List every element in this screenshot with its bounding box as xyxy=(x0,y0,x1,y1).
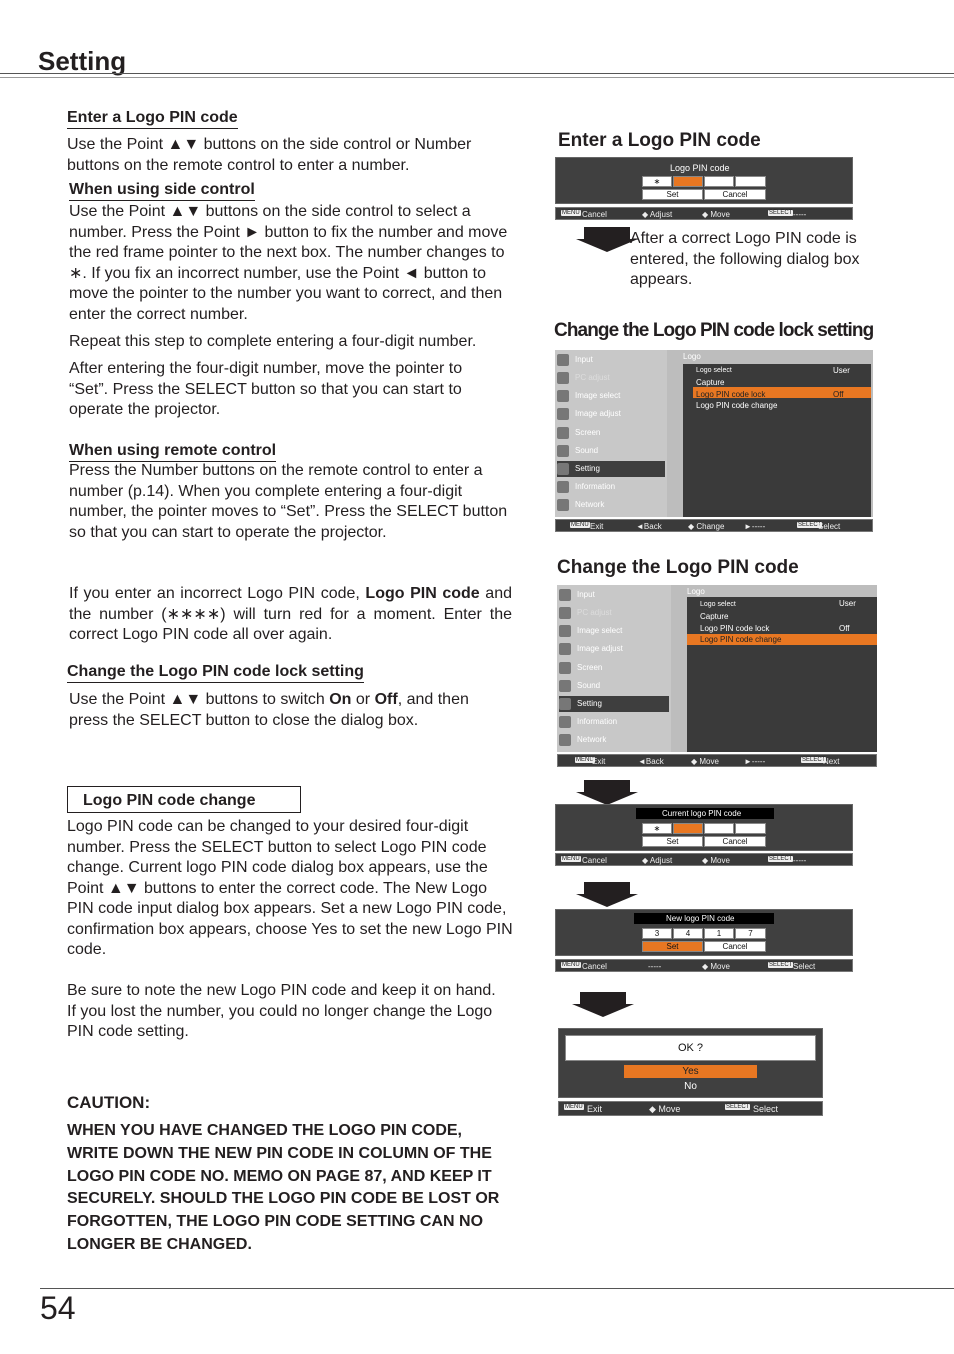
guide-cancel: Cancel xyxy=(582,856,607,865)
guide-bar-menu-1 xyxy=(555,519,873,532)
input-icon xyxy=(559,589,571,601)
guide-next: Next xyxy=(823,757,840,766)
image-select-icon xyxy=(559,625,571,637)
figure-heading-enter-pin: Enter a Logo PIN code xyxy=(558,130,761,151)
guide-dash: ►----- xyxy=(744,522,766,531)
submenu-logo-pin-change[interactable]: Logo PIN code change xyxy=(700,635,782,644)
sound-icon xyxy=(559,680,571,692)
guide-back: ◄Back xyxy=(636,522,662,531)
guide-adjust: ◆ Adjust xyxy=(642,210,673,219)
menu-key-icon: MENU xyxy=(571,522,589,528)
select-key-icon: SELECT xyxy=(798,522,822,528)
side-control-paragraph: Use the Point ▲▼ buttons on the side control to select a number. Press the Point ► button to fix the number and move the red frame pointer to the next box. The number changes to ∗. If you fix an incorrect number, use the Point ◄ button to move the pointer to the number you want to correct, and then enter the correct number. xyxy=(69,203,508,323)
guide-bar-2 xyxy=(555,853,853,866)
figure-heading-change-pin: Change the Logo PIN code xyxy=(557,557,799,578)
dialog-title: Logo PIN code xyxy=(670,163,730,173)
screen-icon xyxy=(557,427,569,439)
guide-select: Select xyxy=(818,522,841,531)
cancel-button[interactable]: Cancel xyxy=(704,189,766,200)
menu-item-image-adjust[interactable]: Image adjust xyxy=(557,406,621,422)
guide-select: Select xyxy=(753,1104,779,1114)
menu-item-pc-adjust[interactable]: PC adjust xyxy=(559,605,612,621)
remote-control-paragraph: Press the Number buttons on the remote control to enter a number (p.14). When you complete entering a four-digit number, the pointer moves to “Set”. Press the SELECT button so that you can start to operate the projector. xyxy=(69,462,508,541)
guide-back: ◄Back xyxy=(638,757,664,766)
guide-move: ◆ Move xyxy=(702,856,730,865)
incorrect-pin-paragraph: If you enter an incorrect Logo PIN code, Logo PIN code and the number (∗∗∗∗) will turn red for a moment. Enter the correct Logo PIN code all over again. xyxy=(69,585,513,643)
header-rule xyxy=(0,73,954,74)
dialog-title: Current logo PIN code xyxy=(662,809,742,818)
side-control-heading: When using side control xyxy=(69,180,255,201)
menu-item-image-select[interactable]: Image select xyxy=(559,623,622,639)
select-key-icon: SELECT xyxy=(769,962,793,968)
input-icon xyxy=(557,354,569,366)
header-rule-thin xyxy=(0,77,954,78)
setting-icon xyxy=(557,463,569,475)
menu-key-icon: MENU xyxy=(565,1104,583,1110)
menu-item-screen[interactable]: Screen xyxy=(557,425,600,441)
caution-heading: CAUTION: xyxy=(67,1093,151,1112)
guide-exit: Exit xyxy=(592,757,606,766)
no-option[interactable]: No xyxy=(684,1081,697,1092)
menu-sidebar xyxy=(557,585,671,752)
sound-icon xyxy=(557,445,569,457)
select-key-icon: SELECT xyxy=(802,757,826,763)
select-key-icon: SELECT xyxy=(769,856,793,862)
pin-digit-4[interactable] xyxy=(735,176,766,187)
image-select-icon xyxy=(557,390,569,402)
submenu-title: Logo xyxy=(687,587,705,596)
new-pin-dialog xyxy=(555,909,853,956)
guide-exit: Exit xyxy=(590,522,604,531)
after-entering-paragraph: After entering the four-digit number, move the pointer to “Set”. Press the SELECT button so that you can start to operate the projector. xyxy=(69,360,463,418)
guide-bar-1 xyxy=(555,207,853,220)
pin-digit-3[interactable] xyxy=(704,176,734,187)
yes-option[interactable]: Yes xyxy=(682,1066,699,1077)
pin-digit-4[interactable] xyxy=(735,823,766,834)
setting-icon xyxy=(559,698,571,710)
pin-digit-3[interactable]: 1 xyxy=(704,928,734,939)
enter-pin-intro: Use the Point ▲▼ buttons on the side control or Number buttons on the remote control to enter a number. xyxy=(67,136,472,174)
menu-item-pc-adjust[interactable]: PC adjust xyxy=(557,370,610,386)
current-pin-dialog xyxy=(555,804,853,851)
submenu-logo-select[interactable]: Logo select xyxy=(696,367,732,374)
guide-bar-menu-2 xyxy=(557,754,877,767)
submenu-logo-pin-lock[interactable]: Logo PIN code lock xyxy=(700,624,770,633)
menu-item-sound[interactable]: Sound xyxy=(559,678,600,694)
guide-dash: ----- xyxy=(793,856,807,865)
submenu-panel xyxy=(687,597,877,752)
pin-digit-1[interactable]: 3 xyxy=(642,928,672,939)
repeat-step-paragraph: Repeat this step to complete entering a four-digit number. xyxy=(69,333,477,350)
section-heading-lock-setting: Change the Logo PIN code lock setting xyxy=(67,662,364,683)
select-key-icon: SELECT xyxy=(769,210,793,216)
section-heading-enter-pin: Enter a Logo PIN code xyxy=(67,108,238,129)
information-icon xyxy=(557,481,569,493)
logo-pin-dialog xyxy=(555,157,853,204)
figure-heading-lock-setting: Change the Logo PIN code lock setting xyxy=(554,320,874,341)
guide-move: ◆ Move xyxy=(691,757,719,766)
pin-digit-1[interactable]: ∗ xyxy=(642,176,672,187)
menu-key-icon: MENU xyxy=(562,856,580,862)
correct-pin-note: After a correct Logo PIN code is entered, the following dialog box appears. xyxy=(630,230,860,288)
keep-note-paragraph: Be sure to note the new Logo PIN code and keep it on hand. If you lost the number, you could no longer change the Logo PIN code setting. xyxy=(67,982,496,1040)
pin-digit-2[interactable]: 4 xyxy=(673,928,703,939)
menu-item-input[interactable]: Input xyxy=(557,352,593,368)
menu-item-setting[interactable]: Setting xyxy=(559,696,669,712)
logo-select-value: User xyxy=(833,366,850,375)
footer-rule xyxy=(40,1288,954,1289)
submenu-title: Logo xyxy=(683,352,701,361)
submenu-logo-pin-lock[interactable]: Logo PIN code lock xyxy=(696,390,766,399)
information-icon xyxy=(559,716,571,728)
settings-menu-1 xyxy=(555,350,873,517)
lock-setting-paragraph: Use the Point ▲▼ buttons to switch On or Off, and then press the SELECT button to close the dialog box. xyxy=(69,691,469,729)
menu-item-image-adjust[interactable]: Image adjust xyxy=(559,641,623,657)
submenu-logo-pin-change[interactable]: Logo PIN code change xyxy=(696,401,778,410)
network-icon xyxy=(557,499,569,511)
image-adjust-icon xyxy=(557,408,569,420)
section-heading-pin-change: Logo PIN code change xyxy=(67,786,301,813)
menu-sidebar xyxy=(555,350,667,517)
guide-adjust: ◆ Adjust xyxy=(642,856,673,865)
guide-select: Select xyxy=(793,962,816,971)
page-header-title: Setting xyxy=(38,46,127,76)
select-key-icon: SELECT xyxy=(726,1104,750,1110)
set-button[interactable]: Set xyxy=(642,941,703,952)
guide-bar-3 xyxy=(555,959,853,972)
pin-digit-2[interactable] xyxy=(673,176,703,187)
menu-item-network[interactable]: Network xyxy=(557,497,604,513)
submenu-panel xyxy=(683,364,871,517)
pin-digit-1[interactable]: ∗ xyxy=(642,823,672,834)
guide-bar-4 xyxy=(558,1101,823,1116)
menu-item-information[interactable]: Information xyxy=(559,714,617,730)
submenu-logo-select[interactable]: Logo select xyxy=(700,601,736,608)
settings-menu-2 xyxy=(557,585,877,752)
confirm-dialog xyxy=(558,1028,823,1098)
logo-pin-lock-value[interactable]: Off xyxy=(833,390,844,399)
menu-item-image-select[interactable]: Image select xyxy=(557,388,620,404)
guide-exit: Exit xyxy=(587,1104,603,1114)
dialog-message: OK ? xyxy=(677,1042,704,1054)
pin-change-paragraph: Logo PIN code can be changed to your desired four-digit number. Press the SELECT button to select Logo PIN code change. Current logo PIN code dialog box appears, use the Point ▲▼ buttons to enter the correct code. The New Logo PIN code input dialog box appears. Set a new Logo PIN code, confirmation box appears, choose Yes to set the new Logo PIN code. xyxy=(67,818,513,958)
pin-digit-2[interactable] xyxy=(673,823,703,834)
pc-adjust-icon xyxy=(557,372,569,384)
page-number: 54 xyxy=(40,1290,76,1326)
menu-key-icon: MENU xyxy=(562,962,580,968)
menu-item-setting[interactable]: Setting xyxy=(557,461,665,477)
set-button[interactable]: Set xyxy=(642,189,703,200)
pin-digit-4[interactable]: 7 xyxy=(735,928,766,939)
guide-dash: ----- xyxy=(648,962,662,971)
guide-change: ◆ Change xyxy=(688,522,725,531)
network-icon xyxy=(559,734,571,746)
caution-text: WHEN YOU HAVE CHANGED THE LOGO PIN CODE, WRITE DOWN THE NEW PIN CODE IN COLUMN OF THE LOGO PIN CODE NO. MEMO ON PAGE 87, AND KEEP IT SECURELY. SHOULD THE LOGO PIN CODE BE LOST OR FORGOTTEN, THE LOGO PIN CODE SETTING CAN NO LONGER BE CHANGED. xyxy=(67,1122,500,1253)
menu-item-information[interactable]: Information xyxy=(557,479,615,495)
menu-key-icon: MENU xyxy=(576,757,594,763)
guide-dash: ----- xyxy=(793,210,807,219)
guide-cancel: Cancel xyxy=(582,962,607,971)
guide-move: ◆ Move xyxy=(702,210,730,219)
menu-item-sound[interactable]: Sound xyxy=(557,443,598,459)
menu-item-screen[interactable]: Screen xyxy=(559,660,602,676)
guide-move: ◆ Move xyxy=(649,1104,681,1114)
guide-cancel: Cancel xyxy=(582,210,607,219)
menu-key-icon: MENU xyxy=(562,210,580,216)
set-button[interactable]: Set xyxy=(642,836,703,847)
image-adjust-icon xyxy=(559,643,571,655)
dialog-title: New logo PIN code xyxy=(666,914,735,923)
remote-control-heading: When using remote control xyxy=(69,441,276,462)
logo-pin-lock-value: Off xyxy=(839,624,850,633)
pc-adjust-icon xyxy=(559,607,571,619)
menu-item-network[interactable]: Network xyxy=(559,732,606,748)
menu-item-input[interactable]: Input xyxy=(559,587,595,603)
submenu-capture[interactable]: Capture xyxy=(700,612,729,621)
screen-icon xyxy=(559,662,571,674)
guide-move: ◆ Move xyxy=(702,962,730,971)
submenu-capture[interactable]: Capture xyxy=(696,378,725,387)
cancel-button[interactable]: Cancel xyxy=(704,941,766,952)
guide-dash: ►----- xyxy=(744,757,766,766)
logo-select-value: User xyxy=(839,599,856,608)
cancel-button[interactable]: Cancel xyxy=(704,836,766,847)
pin-digit-3[interactable] xyxy=(704,823,734,834)
